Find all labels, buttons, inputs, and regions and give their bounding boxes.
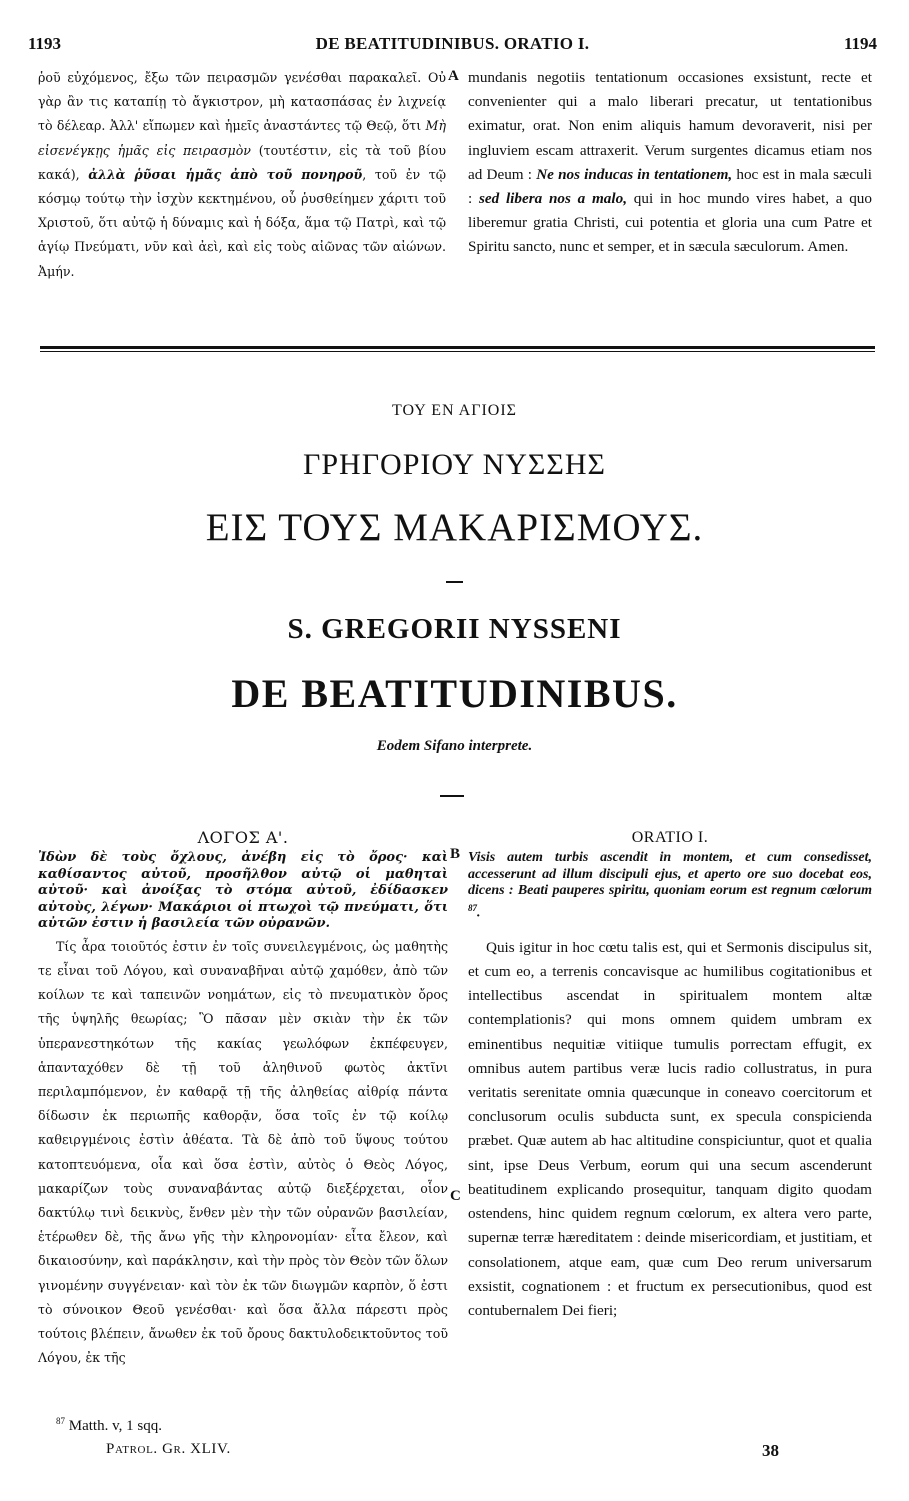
latin-quote-2: sed libera nos a malo,: [478, 190, 628, 208]
footnote-text: Matth. v, 1 sqq.: [68, 1418, 162, 1434]
greek-section-heading: ΛΟΓΟΣ Α'.: [197, 828, 289, 847]
latin-body: Quis igitur in hoc cœtu talis est, qui et Sermonis discipulus sit, et cum eo, a terrenis concavisque ac humilibus cogitationibus et intellectibus ascendat in spiritualem montem altæ contemplationis? qui mons omnem quidem umbram ex eminentibus nequitiæ vitiique tumulis porrectam effugit, ex omnibus autem partibus veræ lucis radio collustratus, in pura veritatis serenitate omnia quæcunque in coneavo coercitorum et conclusorum oculis subducta sunt, ex specula conspicienda præbet. Quæ autem ab hac altitudine conspiciuntur, quot et qualia sint, ipse Deus Verbum, eorum qui una secum ascenderunt beatitudinem explicando prosequitur, tanquam digito quodam ostendens, hinc quidem regnum cœlorum, ex altera vero parte, supernæ terræ hæreditatem : deinde misericordiam, et justitiam, et consolationem, atque eam, quæ cum Deo rerum universarum exsistit, cognationem : et fructum ex persecutionibus, quod est contubernalem Dei fieri;: [468, 938, 872, 1319]
top-greek-text: ῥοῦ εὐχόμενος, ἔξω τῶν πειρασμῶν γενέσθαι παρακαλεῖ. Οὐ γὰρ ἂν τις καταπίῃ τὸ ἄγκιστρον, μὴ κατασπάσας ἐν λιχνείᾳ τὸ δέλεαρ. Ἀλλ' εἴπωμεν καὶ ἡμεῖς ἀναστάντες τῷ Θεῷ, ὅτι Μὴ εἰσενέγκῃς ἡμᾶς εἰς πειρασμὸν (τουτέστιν, εἰς τὰ τοῦ βίου κακά), ἀλλὰ ῥῦσαι ἡμᾶς ἀπὸ τοῦ πονηροῦ, τοῦ ἐν τῷ κόσμῳ τούτῳ τὴν ἰσχὺν κεκτημένου, οὗ ῥυσθείημεν χάριτι τοῦ Χριστοῦ, ὅτι αὐτῷ ἡ δύναμις καὶ ἡ δόξα, ἅμα τῷ Πατρὶ, καὶ τῷ ἁγίῳ Πνεύματι, νῦν καὶ ἀεὶ, καὶ εἰς τοὺς αἰῶνας τῶν αἰώνων. Ἀμήν.: [38, 70, 447, 279]
section-rule-thin: [40, 351, 875, 352]
footnote: [56, 1416, 162, 1435]
latin-intro: Visis autem turbis ascendit in montem, et cum consedisset, accesserunt ad illum discipuli ejus, et aperto ore suo docebat eos, dicens : Beati pauperes spiritu, quoniam eorum est regnum cœlorum $^{87}$.: [468, 850, 872, 921]
latin-quote-1: Ne nos inducas in tentationem,: [536, 165, 733, 183]
section-rule-thick: [40, 346, 875, 349]
latin-title: DE BEATITUDINIBUS.: [231, 671, 678, 716]
greek-quote-1: Μὴ εἰσενέγκῃς ἡμᾶς εἰς πειρασμὸν: [38, 118, 446, 158]
interpreter-note: Eodem Sifano interprete.: [376, 738, 533, 754]
greek-intro: Ἰδὼν δὲ τοὺς ὄχλους, ἀνέβη εἰς τὸ ὄρος· καὶ καθίσαντος αὐτοῦ, προσῆλθον αὐτῷ οἱ μαθηταὶ αὐτοῦ· καὶ ἀνοίξας τὸ στόμα αὐτοῦ, ἐδίδασκεν αὐτοὺς, λέγων· Μακάριοι οἱ πτωχοὶ τῷ πνεύματι, ὅτι αὐτῶν ἐστιν ἡ βασιλεία τῶν οὐρανῶν.: [38, 850, 448, 932]
right-page-number: 1194: [843, 34, 877, 53]
greek-body: Τίς ἆρα τοιοῦτός ἐστιν ἐν τοῖς συνειλεγμένοις, ὡς μαθητὴς τε εἶναι τοῦ Λόγου, καὶ συναναβῆναι αὐτῷ χαμόθεν, ἀπὸ τῶν κοίλων τε καὶ ταπεινῶν νοημάτων, εἰς τὸ πνευματικὸν ὄρος τῆς ὑψηλῆς θεωρίας; Ὃ πᾶσαν μὲν σκιὰν τὴν ἐκ τῶν ὑπερανεστηκότων τῆς κακίας γεωλόφων ἐκπέφευγεν, ἁπανταχόθεν δὲ τῇ τοῦ ἀληθινοῦ φωτὸς ἀκτῖνι περιλαμπόμενον, ἐν καθαρᾷ τῇ τῆς ἀληθείας αἰθρίᾳ πάντα δίδωσιν ἐκ περιωπῆς καθορᾷν, ὅσα τοῖς ἐν τῷ κοίλῳ καθειργμένοις ἐστὶν ἀθέατα. Τὰ δὲ ἀπὸ τοῦ ὕψους τούτου κατοπτευόμενα, οἷα καὶ ὅσα ἐστὶν, αὐτὸς ὁ Θεὸς Λόγος, μακαρίζων τοὺς συναναβάντας αὐτῷ διεξέρχεται, οἷον δακτύλῳ τινὶ δεικνὺς, ἔνθεν μὲν τὴν τῶν οὐρανῶν βασιλείαν, ἑτέρωθεν δὲ, τῆς ἄνω γῆς τὴν κληρονομίαν· εἶτα ἔλεον, καὶ δικαιοσύνην, καὶ παράκλησιν, καὶ τὴν πρὸς τὸν Θεὸν τῶν ὅλων γινομένην συγγένειαν· καὶ τὸν ἐκ τῶν διωγμῶν καρπὸν, ὅ ἐστι τὸ σύνοικον Θεοῦ γενέσθαι· καὶ ὅσα ἄλλα πάρεστι πρὸς τούτοις βλέπειν, ἄνωθεν ἐκ τοῦ ὄρους δακτυλοδεικτοῦντος τοῦ Λόγου, ἐκ τῆς: [38, 938, 448, 1366]
margin-marker-c: C: [450, 1188, 461, 1204]
greek-column: [38, 826, 448, 1370]
left-page-number: 1193: [28, 34, 62, 53]
running-title: DE BEATITUDINIBUS. ORATIO I.: [315, 34, 590, 53]
series-signature: Patrol. Gr. XLIV.: [106, 1441, 231, 1457]
greek-author: ΓΡΗΓΟΡΙΟΥ ΝΥΣΣΗΣ: [303, 448, 606, 481]
running-header: [28, 34, 877, 56]
latin-column: [468, 826, 872, 1323]
margin-marker-a: A: [448, 68, 459, 84]
title-dash: [446, 581, 463, 583]
margin-marker-b: B: [450, 846, 461, 862]
latin-intro-ref: 87: [468, 902, 477, 913]
latin-author: S. GREGORII NYSSENI: [287, 613, 622, 645]
greek-small-title: ΤΟΥ ΕΝ ΑΓΙΟΙΣ: [392, 402, 517, 419]
greek-quote-2: ἀλλὰ ῥῦσαι ἡμᾶς ἀπὸ τοῦ πονηροῦ: [88, 166, 363, 182]
latin-section-heading: ORATIO I.: [631, 829, 709, 846]
sheet-number: 38: [762, 1441, 779, 1460]
footnote-number: 87: [56, 1416, 65, 1426]
top-latin-text: mundanis negotiis tentationum occasiones exsistunt, recte et convenienter qui a malo liberari precatur, ut tentationibus eximatur, orat. Non enim aliquis hamum devoraverit, nisi per ingluviem escam attraxerit. Verum surgentes dicamus etiam nos ad Deum : Ne nos inducas in tentationem, hoc est in mala sæculi : sed libera nos a malo, qui in hoc mundo vires habet, a quo liberemur gratia Christi, cui potentia et gloria una cum Patre et Spiritu sancto, nunc et semper, et in sæcula sæculorum. Amen.: [468, 69, 872, 256]
greek-title: ΕΙΣ ΤΟΥΣ ΜΑΚΑΡΙΣΜΟΥΣ.: [205, 506, 704, 549]
title-dash-2: [440, 795, 464, 797]
